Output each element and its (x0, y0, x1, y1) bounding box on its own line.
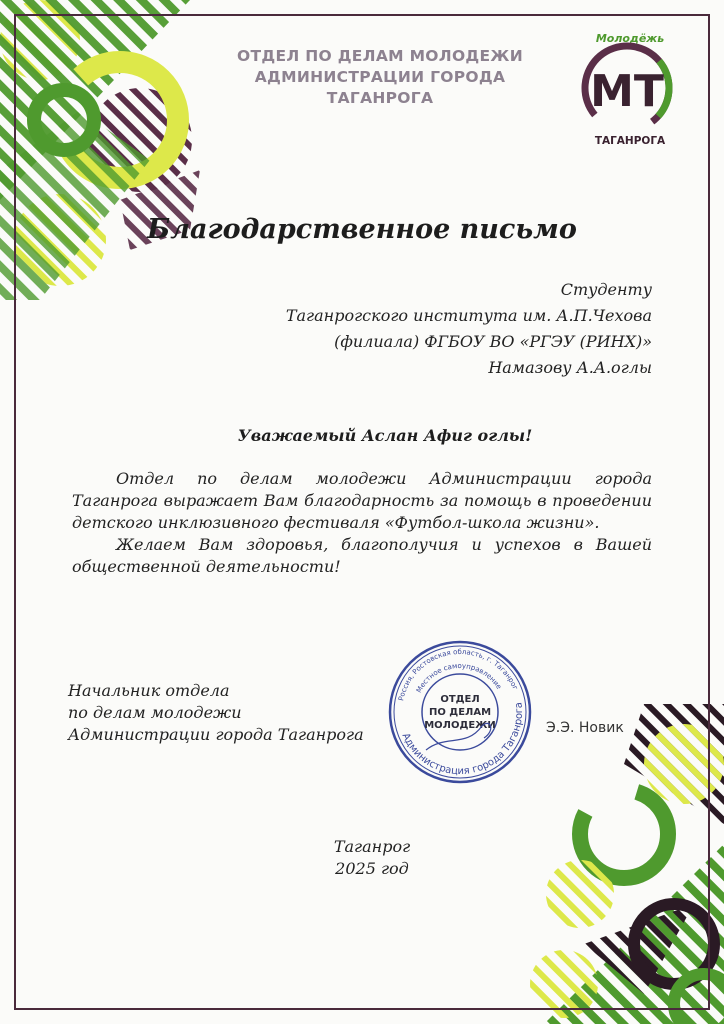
greeting: Уважаемый Аслан Афиг оглы! (237, 426, 533, 445)
organization-line-1: ОТДЕЛ ПО ДЕЛАМ МОЛОДЕЖИ (237, 47, 523, 65)
body-paragraph: Желаем Вам здоровья, благополучия и успехов в Вашей общественной деятельности! (72, 535, 652, 576)
signer-line: Администрации города Таганрога (68, 725, 364, 744)
footer-city: Таганрог (333, 837, 411, 856)
stamp-inner-text: Местное самоуправление (414, 661, 503, 695)
youth-taganrog-logo (572, 28, 682, 150)
official-stamp (386, 638, 534, 786)
stamp-outer-text: Администрация города Таганрога (399, 701, 526, 778)
stamp-center-line-3: МОЛОДЕЖИ (424, 720, 496, 731)
addressee-line: Студенту (560, 280, 652, 299)
signatory-name: Э.Э. Новик (546, 720, 624, 736)
letter-body (72, 468, 652, 578)
organization-line-2: АДМИНИСТРАЦИИ ГОРОДА ТАГАНРОГА (254, 68, 506, 107)
addressee-block (286, 277, 652, 381)
signer-line: по делам молодежи (68, 703, 242, 722)
body-paragraph: Отдел по делам молодежи Администрации города Таганрога выражает Вам благодарность за помощь в проведении детского инклюзивного фестиваля «Футбол-школа жизни». (72, 469, 652, 532)
stamp-center-line-2: ПО ДЕЛАМ (428, 707, 492, 718)
logo-letters: МТ (590, 66, 664, 117)
footer-year: 2025 год (335, 859, 409, 878)
logo-bottom-text: ТАГАНРОГА (594, 135, 666, 147)
addressee-line: Намазову А.А.оглы (488, 358, 652, 377)
logo-top-text: Молодёжь (595, 32, 665, 45)
addressee-line: Таганрогского института им. А.П.Чехова (285, 306, 652, 325)
organization-header (200, 46, 560, 109)
place-and-date (0, 836, 724, 880)
stamp-top-text: Россия, Ростовская область, г. Таганрог (397, 647, 520, 702)
document-title: Благодарственное письмо (147, 214, 577, 245)
signer-line: Начальник отдела (68, 681, 230, 700)
signer-title (68, 680, 364, 746)
stamp-center-line-1: ОТДЕЛ (440, 694, 480, 705)
addressee-line: (филиала) ФГБОУ ВО «РГЭУ (РИНХ)» (334, 332, 652, 351)
